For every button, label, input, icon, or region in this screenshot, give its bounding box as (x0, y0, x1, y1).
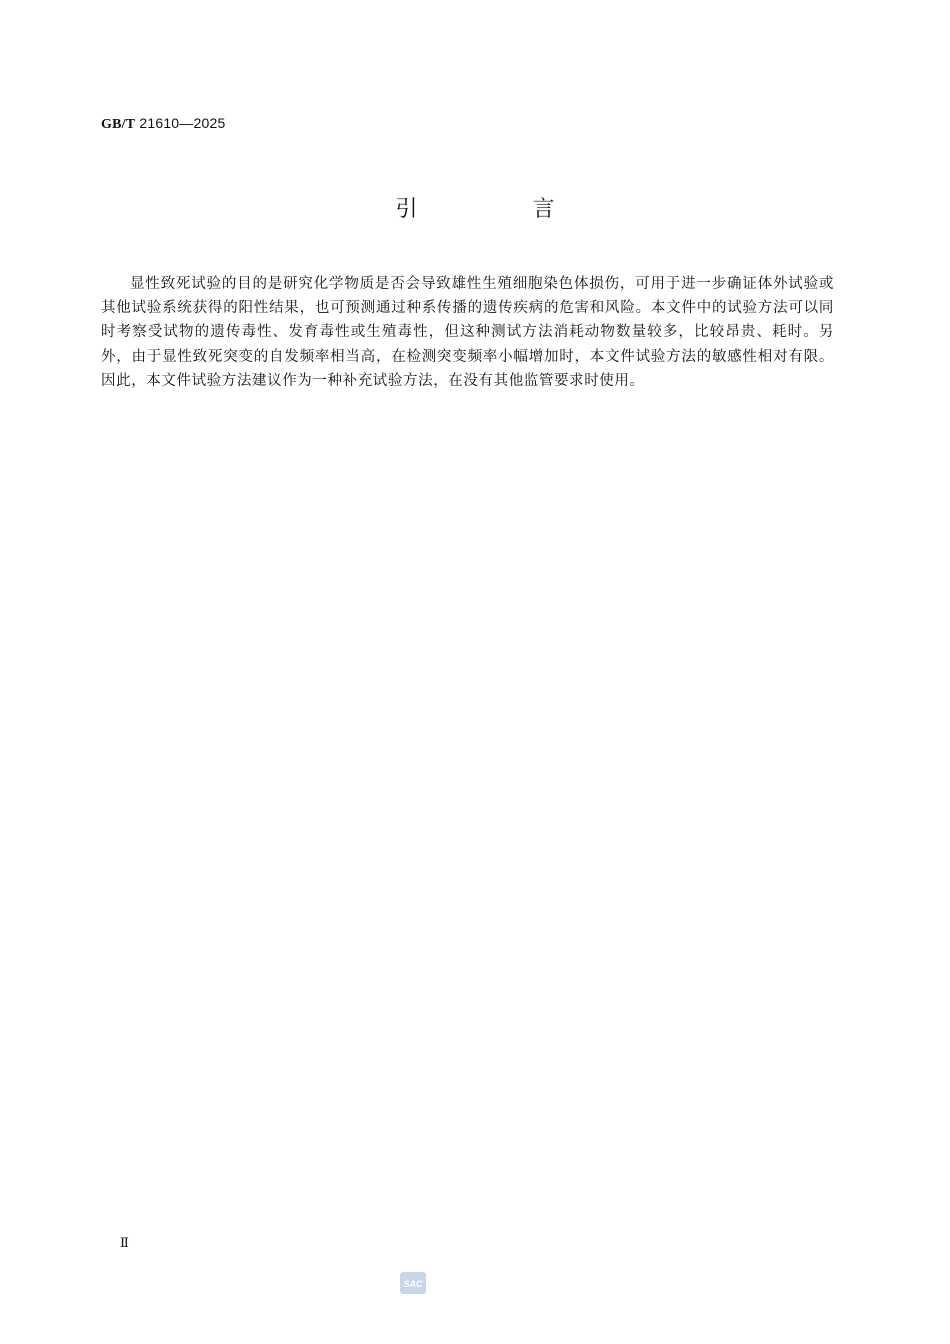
standard-code (101, 114, 225, 134)
page-number: Ⅱ (120, 1236, 129, 1251)
standard-prefix: GB/T (101, 117, 136, 132)
sac-watermark-text: SAC (403, 1279, 423, 1289)
sac-watermark-logo (400, 1272, 426, 1294)
section-title: 引 言 (395, 197, 609, 222)
introduction-paragraph: 显性致死试验的目的是研究化学物质是否会导致雄性生殖细胞染色体损伤，可用于进一步确证体外试验或其他试验系统获得的阳性结果，也可预测通过种系传播的遗传疾病的危害和风险。本文件中的试验方法可以同时考察受试物的遗传毒性、发育毒性或生殖毒性，但这种测试方法消耗动物数量较多，比较昂贵、耗时。另外，由于显性致死突变的自发频率相当高，在检测突变频率小幅增加时，本文件试验方法的敏感性相对有限。因此，本文件试验方法建议作为一种补充试验方法，在没有其他监管要求时使用。 (101, 276, 834, 389)
standard-number: 21610—2025 (139, 115, 226, 131)
